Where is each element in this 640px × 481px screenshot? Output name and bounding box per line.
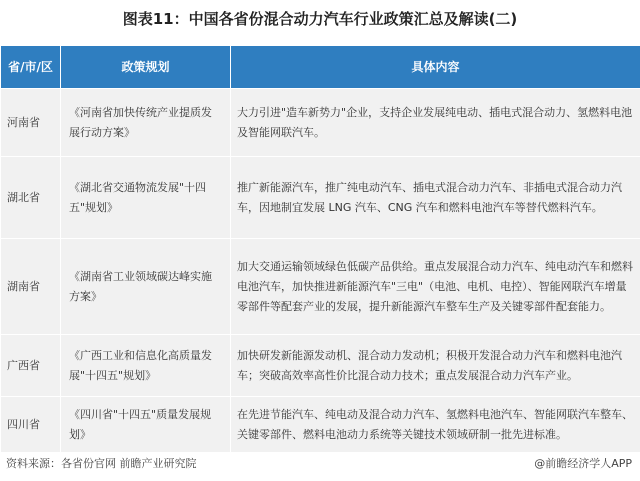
content-cell: 加大交通运输领域绿色低碳产品供给。重点发展混合动力汽车、纯电动汽车和燃料电池汽车，加快推进新能源汽车"三电"（电池、电机、电控）、智能网联汽车增量零部件等配套产业的发展，提升新能源汽车整车生产及关键零部件配套能力。 — [231, 239, 640, 335]
content-cell: 在先进节能汽车、纯电动及混合动力汽车、氢燃料电池汽车、智能网联汽车整车、关键零部件、燃料电池动力系统等关键技术领域研制一批先进标准。 — [231, 397, 640, 453]
header-content: 具体内容 — [231, 46, 640, 89]
header-plan: 政策规划 — [61, 46, 231, 89]
plan-cell: 《湖南省工业领域碳达峰实施方案》 — [61, 239, 231, 335]
province-cell: 河南省 — [1, 89, 61, 157]
content-cell: 推广新能源汽车，推广纯电动汽车、插电式混合动力汽车、非插电式混合动力汽车，因地制宜发展 LNG 汽车、CNG 汽车和燃料电池汽车等替代燃料汽车。 — [231, 157, 640, 239]
source-note: 资料来源：各省份官网 前瞻产业研究院 — [6, 457, 197, 470]
province-cell: 四川省 — [1, 397, 61, 453]
header-province: 省/市/区 — [1, 46, 61, 89]
plan-cell: 《广西工业和信息化高质量发展"十四五"规划》 — [61, 335, 231, 397]
content-cell: 大力引进"造车新势力"企业，支持企业发展纯电动、插电式混合动力、氢燃料电池及智能网联汽车。 — [231, 89, 640, 157]
table-row — [1, 157, 640, 239]
brand-credit: @前瞻经济学人APP — [534, 457, 632, 470]
table-header-row — [1, 46, 640, 89]
table-row — [1, 335, 640, 397]
plan-cell: 《湖北省交通物流发展"十四五"规划》 — [61, 157, 231, 239]
plan-cell: 《四川省"十四五"质量发展规划》 — [61, 397, 231, 453]
province-cell: 湖北省 — [1, 157, 61, 239]
plan-cell: 《河南省加快传统产业提质发展行动方案》 — [61, 89, 231, 157]
content-cell: 加快研发新能源发动机、混合动力发动机；积极开发混合动力汽车和燃料电池汽车；突破高效率高性价比混合动力技术；重点发展混合动力汽车产业。 — [231, 335, 640, 397]
table-row — [1, 239, 640, 335]
province-cell: 湖南省 — [1, 239, 61, 335]
province-cell: 广西省 — [1, 335, 61, 397]
table-row — [1, 89, 640, 157]
chart-title: 图表11：中国各省份混合动力汽车行业政策汇总及解读(二) — [122, 10, 518, 28]
table-row — [1, 397, 640, 453]
policy-table — [0, 46, 640, 453]
